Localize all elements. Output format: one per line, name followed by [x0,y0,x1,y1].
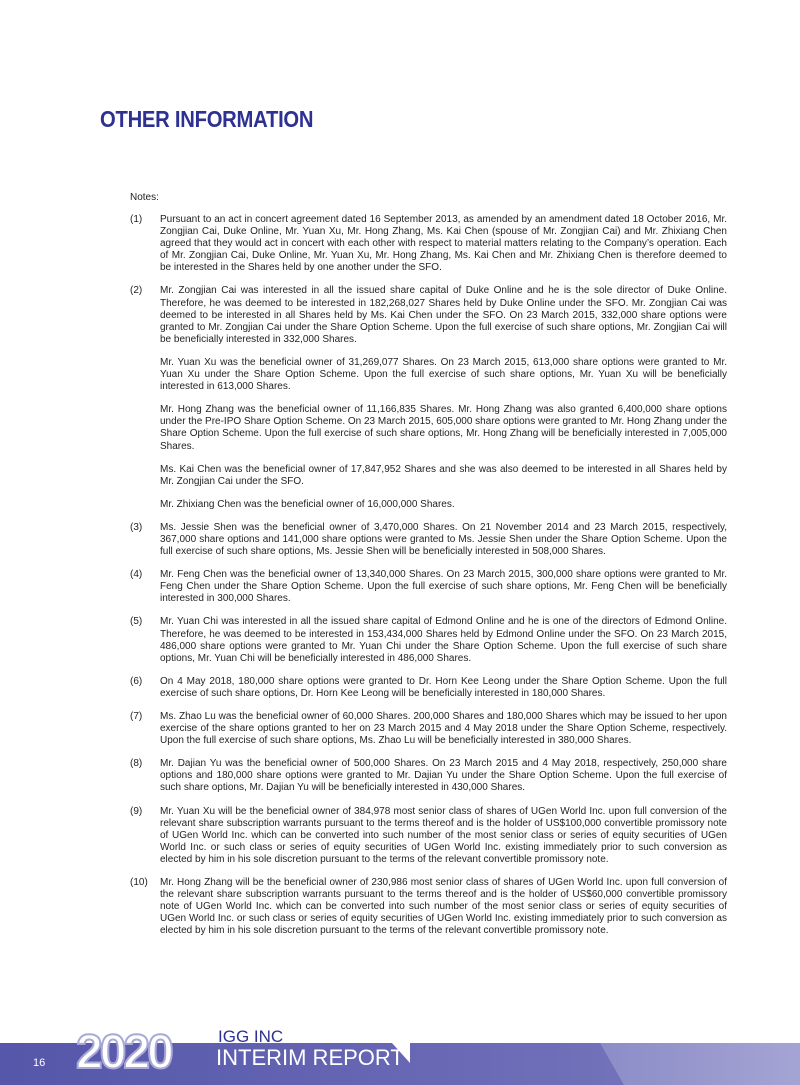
note-number: (5) [130,616,143,628]
note-body [160,569,727,605]
note-paragraph: Mr. Feng Chen was the beneficial owner of 13,340,000 Shares. On 23 March 2015, 300,000 share options were granted to Mr. Feng Chen under the Share Option Scheme. Upon the full exercise of such share options, Mr. Feng Chen will be beneficially interested in 300,000 Shares. [160,569,727,605]
note-item [130,214,727,274]
note-item [130,806,727,866]
note-body [160,806,727,866]
note-paragraph: Mr. Hong Zhang will be the beneficial owner of 230,986 most senior class of shares of UGen World Inc. upon full conversion of the relevant share subscription warrants pursuant to the terms thereof and is the holder of US$60,000 convertible promissory note of UGen World Inc. which can be converted into such number of the most senior class or series of equity securities of UGen World Inc. or such class or series of equity securities of UGen World Inc. existing immediately prior to such conversion as elected by him in his sole discretion pursuant to the terms of the relevant convertible promissory note. [160,877,727,937]
note-paragraph: Mr. Zongjian Cai was interested in all the issued share capital of Duke Online and he is the sole director of Duke Online. Therefore, he was deemed to be interested in 182,268,027 Shares held by Duke Online under the SFO. Mr. Zongjian Cai was deemed to be interested in all Shares held by Ms. Kai Chen under the SFO. On 23 March 2015, 332,000 share options were granted to Mr. Zongjian Cai under the Share Option Scheme. Upon the full exercise of such share options, Mr. Zongjian Cai will be beneficially interested in 332,000 Shares. [160,285,727,345]
note-paragraph: Ms. Jessie Shen was the beneficial owner of 3,470,000 Shares. On 21 November 2014 and 23 March 2015, respectively, 367,000 share options and 141,000 share options were granted to Ms. Jessie Shen under the Share Option Scheme. Upon the full exercise of such share options, Ms. Jessie Shen will be beneficially interested in 508,000 Shares. [160,521,727,558]
note-body [160,214,727,274]
note-paragraph: Mr. Yuan Chi was interested in all the issued share capital of Edmond Online and he is one of the directors of Edmond Online. Therefore, he was deemed to be interested in 153,434,000 Shares held by Edmond Online under the SFO. On 23 March 2015, 486,000 share options were granted to Mr. Yuan Chi under the Share Option Scheme. Upon the full exercise of such share options, Mr. Yuan Chi will be beneficially interested in 486,000 Shares. [160,616,727,664]
report-year-logo: 2020 [76,1026,171,1079]
note-item [130,711,727,747]
note-paragraph: Mr. Hong Zhang was the beneficial owner of 11,166,835 Shares. Mr. Hong Zhang was also granted 6,400,000 share options under the Pre-IPO Share Option Scheme. On 23 March 2015, 605,000 share options were granted to Mr. Hong Zhang under the Share Option Scheme. Upon the full exercise of such share options, Mr. Hong Zhang will be beneficially interested in 7,005,000 Shares. [160,404,728,452]
note-number: (9) [130,805,143,817]
note-paragraph: Mr. Zhixiang Chen was the beneficial owner of 16,000,000 Shares. [160,498,455,510]
note-body [160,285,727,510]
note-number: (10) [130,877,148,889]
note-number: (1) [130,214,143,225]
footer [0,1020,800,1085]
note-number: (4) [130,569,143,581]
note-body [160,616,727,664]
note-body [160,877,727,937]
note-paragraph: Mr. Yuan Xu will be the beneficial owner of 384,978 most senior class of shares of UGen World Inc. upon full conversion of the relevant share subscription warrants pursuant to the terms thereof and is the holder of US$100,000 convertible promissory note of UGen World Inc. which can be converted into such number of the most senior class or series of equity securities of UGen World Inc. or such class or series of equity securities of UGen World Inc. existing immediately prior to such conversion as elected by him in his sole discretion pursuant to the terms of the relevant convertible promissory note. [160,805,727,865]
note-item [130,569,727,605]
note-number: (2) [130,285,143,297]
note-paragraph: On 4 May 2018, 180,000 share options were granted to Dr. Horn Kee Leong under the Share Option Scheme. Upon the full exercise of such share options, Dr. Horn Kee Leong will be beneficially interested in 180,000 Shares. [160,675,727,699]
note-item [130,522,727,558]
report-title: INTERIM REPORT [216,1045,404,1070]
note-paragraph: Ms. Kai Chen was the beneficial owner of 17,847,952 Shares and she was also deemed to be interested in all Shares held by Mr. Zongjian Cai under the SFO. [160,463,727,487]
note-paragraph: Mr. Yuan Xu was the beneficial owner of 31,269,077 Shares. On 23 March 2015, 613,000 share options were granted to Mr. Yuan Xu under the Share Option Scheme. Upon the full exercise of such share options, Mr. Yuan Xu will be beneficially interested in 613,000 Shares. [160,356,727,393]
note-item [130,877,727,937]
note-body [160,711,727,747]
notes-label: Notes: [130,192,159,203]
note-body [160,522,727,558]
note-item [130,285,727,510]
note-paragraph: Ms. Zhao Lu was the beneficial owner of 60,000 Shares. 200,000 Shares and 180,000 Shares which may be issued to her upon exercise of the share options granted to her on 23 March 2015 and 4 May 2018 under the Share Option Scheme, respectively. Upon the full exercise of such share options, Ms. Zhao Lu will be beneficially interested in 380,000 Shares. [160,711,727,747]
note-item [130,616,727,664]
note-number: (6) [130,675,143,687]
note-paragraph: Pursuant to an act in concert agreement dated 16 September 2013, as amended by an amendment dated 18 October 2016, Mr. Zongjian Cai, Duke Online, Mr. Yuan Xu, Mr. Hong Zhang, Ms. Kai Chen (spouse of Mr. Zongjian Cai) and Mr. Zhixiang Chen agreed that they would act in concert with each other with respect to material matters relating to the Company’s operation. Each of Mr. Zongjian Cai, Duke Online, Mr. Yuan Xu, Mr. Hong Zhang, Ms. Kai Chen and Mr. Zhixiang Chen is therefore deemed to be interested in the Shares held by one another under the SFO. [160,214,727,274]
note-item [130,676,727,700]
note-number: (3) [130,521,143,533]
page-number: 16 [33,1057,46,1069]
note-body [160,758,727,794]
notes-list [130,214,727,949]
page-title: OTHER INFORMATION [100,106,314,132]
footer-band-accent [600,1043,800,1085]
note-body [160,676,727,700]
note-paragraph: Mr. Dajian Yu was the beneficial owner of 500,000 Shares. On 23 March 2015 and 4 May 2018, respectively, 250,000 share options and 180,000 share options were granted to Mr. Dajian Yu under the Share Option Scheme. Upon the full exercise of such share options, Mr. Dajian Yu will be beneficially interested in 430,000 Shares. [160,758,727,794]
company-name: IGG INC [218,1027,284,1046]
note-number: (7) [130,711,143,722]
note-number: (8) [130,758,143,770]
note-item [130,758,727,794]
